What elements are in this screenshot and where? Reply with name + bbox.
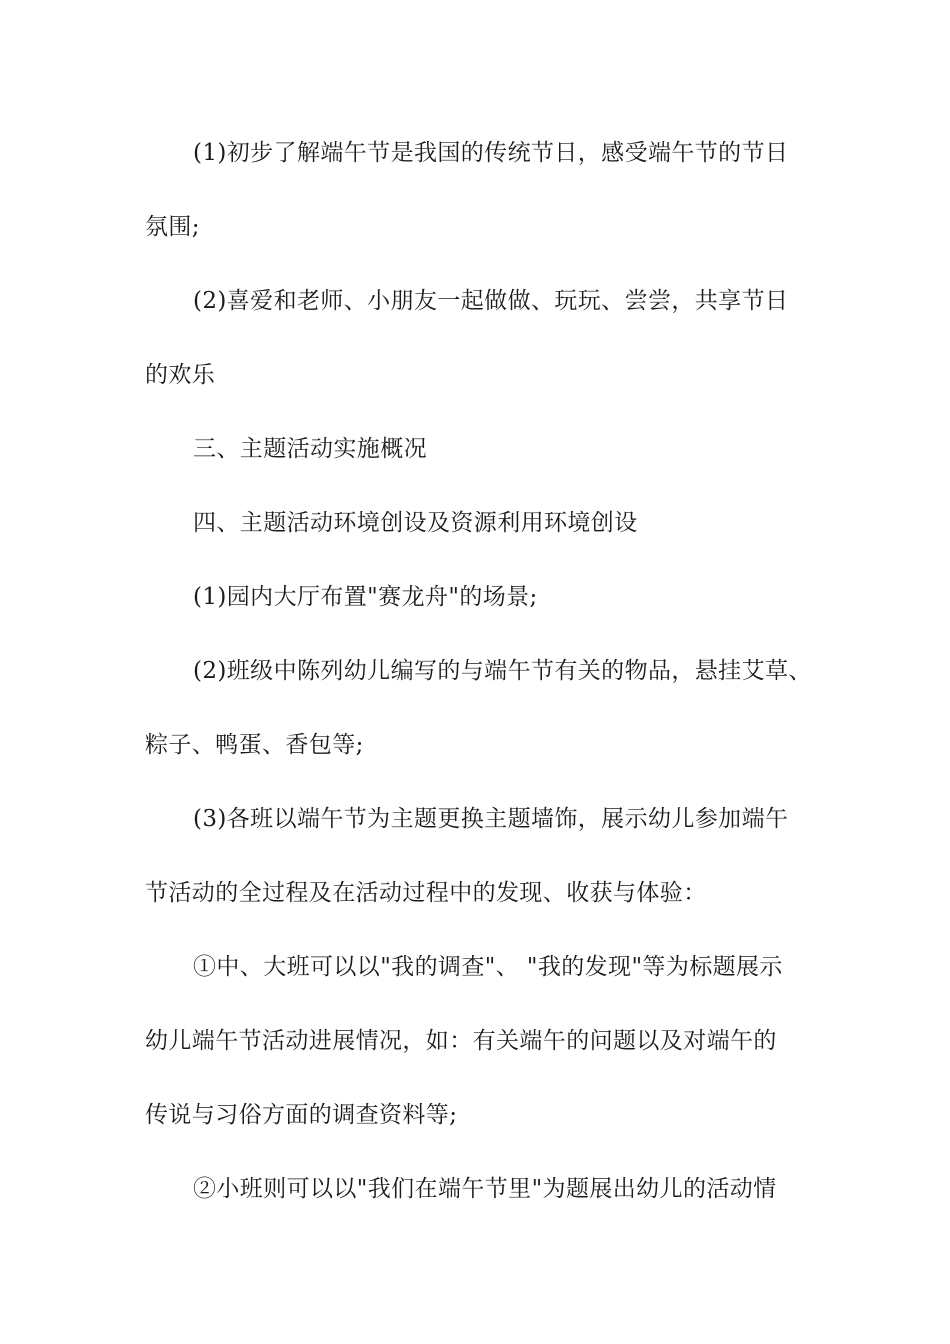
paragraph-goal-2-line-2: 的欢乐: [145, 362, 216, 388]
paragraph-goal-1-line-1: (1)初步了解端午节是我国的传统节日，感受端午节的节日: [193, 140, 789, 166]
section-heading-3: 三、主题活动实施概况: [193, 436, 427, 462]
paragraph-env-1: (1)园内大厅布置"赛龙舟"的场景;: [193, 584, 538, 610]
paragraph-sub-1-line-3: 传说与习俗方面的调查资料等;: [145, 1102, 458, 1128]
paragraph-env-3-line-1: (3)各班以端午节为主题更换主题墙饰，展示幼儿参加端午: [193, 806, 789, 832]
paragraph-env-2-line-2: 粽子、鸭蛋、香包等;: [145, 732, 364, 758]
paragraph-sub-1-line-2: 幼儿端午节活动进展情况，如：有关端午的问题以及对端午的: [145, 1028, 777, 1054]
paragraph-sub-1-line-1: ①中、大班可以以"我的调查"、 "我的发现"等为标题展示: [193, 954, 783, 980]
section-heading-4: 四、主题活动环境创设及资源利用环境创设: [193, 510, 638, 536]
paragraph-goal-2-line-1: (2)喜爱和老师、小朋友一起做做、玩玩、尝尝，共享节日: [193, 288, 789, 314]
paragraph-goal-1-line-2: 氛围;: [145, 214, 200, 240]
paragraph-sub-2-line-1: ②小班则可以以"我们在端午节里"为题展出幼儿的活动情: [193, 1176, 777, 1202]
paragraph-env-2-line-1: (2)班级中陈列幼儿编写的与端午节有关的物品，悬挂艾草、: [193, 658, 812, 684]
paragraph-env-3-line-2: 节活动的全过程及在活动过程中的发现、收获与体验：: [145, 880, 707, 906]
